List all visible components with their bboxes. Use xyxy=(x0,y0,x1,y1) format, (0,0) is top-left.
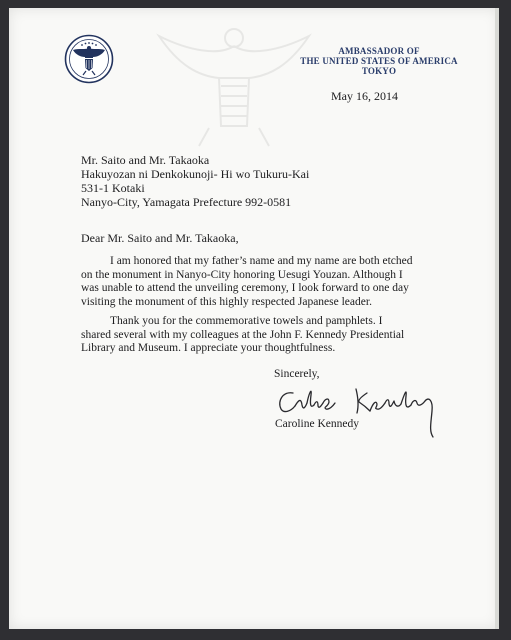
closing: Sincerely, xyxy=(274,368,320,380)
letterhead-line-1: AMBASSADOR OF xyxy=(338,46,420,56)
eagle-watermark-icon xyxy=(149,16,319,156)
letterhead-line-2: THE UNITED STATES OF AMERICA xyxy=(300,56,458,66)
address-line: Mr. Saito and Mr. Takaoka xyxy=(81,153,210,167)
salutation: Dear Mr. Saito and Mr. Takaoka, xyxy=(81,231,239,245)
page-edge xyxy=(495,8,499,629)
letter-date: May 16, 2014 xyxy=(331,89,398,103)
paragraph-line: was unable to attend the unveiling ceremony, I look forward to one day xyxy=(81,282,409,294)
address-line: Nanyo-City, Yamagata Prefecture 992-0581 xyxy=(81,195,292,209)
paragraph-line: I am honored that my father’s name and my name are both etched xyxy=(110,255,413,267)
letterhead xyxy=(279,46,479,76)
handwritten-signature xyxy=(271,383,471,441)
great-seal-icon xyxy=(64,34,114,84)
paragraph-line: shared several with my colleagues at the John F. Kennedy Presidential xyxy=(81,328,405,341)
letter-page xyxy=(9,8,499,629)
signer-name: Caroline Kennedy xyxy=(275,418,359,430)
paragraph-line: Thank you for the commemorative towels and pamphlets. I xyxy=(110,315,383,327)
recipient-address xyxy=(81,153,309,209)
paragraph-line: Library and Museum. I appreciate your thoughtfulness. xyxy=(81,342,336,354)
address-line: Hakuyozan ni Denkokunoji- Hi wo Tukuru-Kai xyxy=(81,167,310,181)
letterhead-line-3: TOKYO xyxy=(361,66,397,76)
body-paragraph-1 xyxy=(81,255,413,309)
paragraph-line: visiting the monument of this highly respected Japanese leader. xyxy=(81,295,372,308)
paragraph-line: on the monument in Nanyo-City honoring Uesugi Youzan. Although I xyxy=(81,268,403,281)
address-line: 531-1 Kotaki xyxy=(81,181,145,195)
body-paragraph-2 xyxy=(81,315,404,356)
